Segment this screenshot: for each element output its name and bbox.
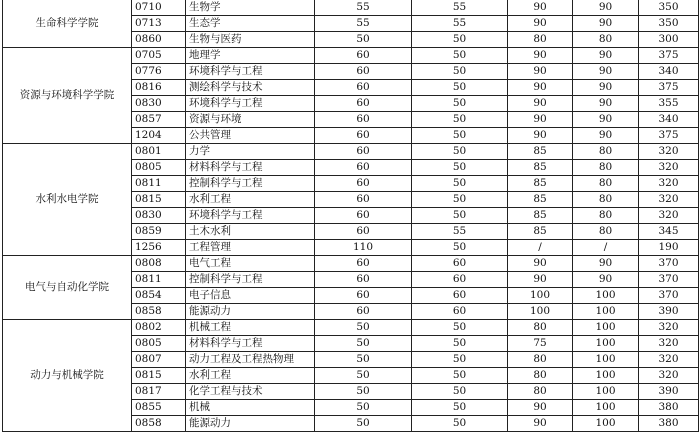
course2-score: 100 bbox=[573, 336, 639, 352]
foreign-language-score: 50 bbox=[412, 208, 508, 224]
total-score: 390 bbox=[639, 384, 699, 400]
course2-score: 80 bbox=[573, 176, 639, 192]
total-score: 320 bbox=[639, 192, 699, 208]
foreign-language-score: 50 bbox=[412, 352, 508, 368]
subject-code: 0811 bbox=[132, 176, 186, 192]
subject-name: 土木水利 bbox=[186, 224, 315, 240]
course1-score: 85 bbox=[508, 160, 573, 176]
subject-name: 控制科学与工程 bbox=[186, 272, 315, 288]
course1-score: 80 bbox=[508, 352, 573, 368]
politics-score: 55 bbox=[315, 16, 412, 32]
subject-name: 生物学 bbox=[186, 0, 315, 16]
total-score: 375 bbox=[639, 80, 699, 96]
subject-name: 环境科学与工程 bbox=[186, 208, 315, 224]
course1-score: 90 bbox=[508, 16, 573, 32]
subject-name: 生物与医药 bbox=[186, 32, 315, 48]
subject-name: 环境科学与工程 bbox=[186, 96, 315, 112]
course1-score: 90 bbox=[508, 128, 573, 144]
politics-score: 50 bbox=[315, 32, 412, 48]
subject-name: 电子信息 bbox=[186, 288, 315, 304]
politics-score: 50 bbox=[315, 368, 412, 384]
subject-code: 0808 bbox=[132, 256, 186, 272]
foreign-language-score: 50 bbox=[412, 416, 508, 432]
course2-score: 90 bbox=[573, 48, 639, 64]
course1-score: 75 bbox=[508, 336, 573, 352]
subject-code: 0705 bbox=[132, 48, 186, 64]
politics-score: 60 bbox=[315, 176, 412, 192]
politics-score: 60 bbox=[315, 304, 412, 320]
foreign-language-score: 50 bbox=[412, 192, 508, 208]
subject-name: 地理学 bbox=[186, 48, 315, 64]
course2-score: 100 bbox=[573, 400, 639, 416]
table-row bbox=[3, 256, 699, 272]
foreign-language-score: 50 bbox=[412, 176, 508, 192]
score-table bbox=[2, 0, 699, 432]
subject-name: 资源与环境 bbox=[186, 112, 315, 128]
subject-code: 0857 bbox=[132, 112, 186, 128]
subject-code: 0858 bbox=[132, 416, 186, 432]
foreign-language-score: 55 bbox=[412, 0, 508, 16]
politics-score: 60 bbox=[315, 144, 412, 160]
subject-code: 0713 bbox=[132, 16, 186, 32]
subject-code: 0801 bbox=[132, 144, 186, 160]
course2-score: 100 bbox=[573, 384, 639, 400]
course1-score: 100 bbox=[508, 304, 573, 320]
course1-score: 90 bbox=[508, 112, 573, 128]
politics-score: 60 bbox=[315, 256, 412, 272]
college-name: 资源与环境科学学院 bbox=[3, 48, 132, 144]
politics-score: 60 bbox=[315, 64, 412, 80]
total-score: 320 bbox=[639, 208, 699, 224]
politics-score: 60 bbox=[315, 272, 412, 288]
foreign-language-score: 50 bbox=[412, 368, 508, 384]
subject-code: 0830 bbox=[132, 208, 186, 224]
politics-score: 60 bbox=[315, 48, 412, 64]
foreign-language-score: 50 bbox=[412, 112, 508, 128]
course2-score: 90 bbox=[573, 0, 639, 16]
foreign-language-score: 50 bbox=[412, 400, 508, 416]
total-score: 320 bbox=[639, 336, 699, 352]
politics-score: 60 bbox=[315, 128, 412, 144]
politics-score: 50 bbox=[315, 320, 412, 336]
foreign-language-score: 50 bbox=[412, 320, 508, 336]
politics-score: 50 bbox=[315, 400, 412, 416]
politics-score: 60 bbox=[315, 288, 412, 304]
course1-score: 90 bbox=[508, 96, 573, 112]
politics-score: 60 bbox=[315, 96, 412, 112]
foreign-language-score: 55 bbox=[412, 16, 508, 32]
subject-name: 测绘科学与技术 bbox=[186, 80, 315, 96]
course1-score: 85 bbox=[508, 144, 573, 160]
total-score: 320 bbox=[639, 368, 699, 384]
foreign-language-score: 50 bbox=[412, 336, 508, 352]
course1-score: 90 bbox=[508, 400, 573, 416]
total-score: 320 bbox=[639, 160, 699, 176]
politics-score: 110 bbox=[315, 240, 412, 256]
course2-score: 80 bbox=[573, 224, 639, 240]
course1-score: 90 bbox=[508, 48, 573, 64]
course2-score: 90 bbox=[573, 256, 639, 272]
foreign-language-score: 50 bbox=[412, 384, 508, 400]
politics-score: 60 bbox=[315, 80, 412, 96]
foreign-language-score: 60 bbox=[412, 288, 508, 304]
politics-score: 55 bbox=[315, 0, 412, 16]
foreign-language-score: 60 bbox=[412, 272, 508, 288]
subject-code: 1204 bbox=[132, 128, 186, 144]
subject-name: 机械 bbox=[186, 400, 315, 416]
course1-score: 85 bbox=[508, 208, 573, 224]
course1-score: 80 bbox=[508, 32, 573, 48]
total-score: 350 bbox=[639, 0, 699, 16]
table-row bbox=[3, 0, 699, 16]
subject-name: 工程管理 bbox=[186, 240, 315, 256]
foreign-language-score: 50 bbox=[412, 32, 508, 48]
subject-code: 0710 bbox=[132, 0, 186, 16]
table-body bbox=[3, 0, 699, 432]
course2-score: 90 bbox=[573, 128, 639, 144]
course2-score: 90 bbox=[573, 272, 639, 288]
foreign-language-score: 50 bbox=[412, 160, 508, 176]
subject-name: 能源动力 bbox=[186, 416, 315, 432]
course2-score: 100 bbox=[573, 368, 639, 384]
course1-score: 90 bbox=[508, 80, 573, 96]
subject-name: 机械工程 bbox=[186, 320, 315, 336]
total-score: 340 bbox=[639, 112, 699, 128]
college-name: 动力与机械学院 bbox=[3, 320, 132, 432]
course2-score: 100 bbox=[573, 320, 639, 336]
total-score: 370 bbox=[639, 256, 699, 272]
foreign-language-score: 50 bbox=[412, 64, 508, 80]
total-score: 300 bbox=[639, 32, 699, 48]
course2-score: 90 bbox=[573, 80, 639, 96]
total-score: 375 bbox=[639, 128, 699, 144]
total-score: 350 bbox=[639, 16, 699, 32]
politics-score: 50 bbox=[315, 336, 412, 352]
total-score: 380 bbox=[639, 416, 699, 432]
course2-score: 100 bbox=[573, 416, 639, 432]
subject-name: 动力工程及工程热物理 bbox=[186, 352, 315, 368]
table-row bbox=[3, 320, 699, 336]
politics-score: 60 bbox=[315, 208, 412, 224]
subject-name: 力学 bbox=[186, 144, 315, 160]
course2-score: 80 bbox=[573, 32, 639, 48]
foreign-language-score: 50 bbox=[412, 96, 508, 112]
course1-score: 90 bbox=[508, 64, 573, 80]
subject-code: 0854 bbox=[132, 288, 186, 304]
foreign-language-score: 50 bbox=[412, 240, 508, 256]
total-score: 320 bbox=[639, 320, 699, 336]
total-score: 355 bbox=[639, 96, 699, 112]
subject-code: 0802 bbox=[132, 320, 186, 336]
course1-score: 80 bbox=[508, 384, 573, 400]
course1-score: 85 bbox=[508, 224, 573, 240]
subject-code: 0816 bbox=[132, 80, 186, 96]
politics-score: 60 bbox=[315, 112, 412, 128]
subject-name: 环境科学与工程 bbox=[186, 64, 315, 80]
total-score: 390 bbox=[639, 304, 699, 320]
foreign-language-score: 55 bbox=[412, 224, 508, 240]
course2-score: 100 bbox=[573, 304, 639, 320]
foreign-language-score: 60 bbox=[412, 256, 508, 272]
subject-name: 材料科学与工程 bbox=[186, 160, 315, 176]
college-name: 水利水电学院 bbox=[3, 144, 132, 256]
subject-code: 0776 bbox=[132, 64, 186, 80]
subject-name: 控制科学与工程 bbox=[186, 176, 315, 192]
foreign-language-score: 50 bbox=[412, 48, 508, 64]
college-name: 电气与自动化学院 bbox=[3, 256, 132, 320]
subject-code: 0830 bbox=[132, 96, 186, 112]
total-score: 345 bbox=[639, 224, 699, 240]
total-score: 375 bbox=[639, 48, 699, 64]
course2-score: 90 bbox=[573, 64, 639, 80]
course1-score: 85 bbox=[508, 192, 573, 208]
foreign-language-score: 50 bbox=[412, 80, 508, 96]
foreign-language-score: 50 bbox=[412, 128, 508, 144]
subject-code: 0817 bbox=[132, 384, 186, 400]
course2-score: 100 bbox=[573, 352, 639, 368]
subject-name: 生态学 bbox=[186, 16, 315, 32]
subject-name: 化学工程与技术 bbox=[186, 384, 315, 400]
subject-name: 材料科学与工程 bbox=[186, 336, 315, 352]
subject-code: 0807 bbox=[132, 352, 186, 368]
subject-code: 0855 bbox=[132, 400, 186, 416]
politics-score: 60 bbox=[315, 192, 412, 208]
course2-score: 90 bbox=[573, 96, 639, 112]
total-score: 320 bbox=[639, 144, 699, 160]
politics-score: 50 bbox=[315, 416, 412, 432]
course1-score: / bbox=[508, 240, 573, 256]
course1-score: 90 bbox=[508, 416, 573, 432]
college-name: 生命科学学院 bbox=[3, 0, 132, 48]
total-score: 370 bbox=[639, 288, 699, 304]
course2-score: 80 bbox=[573, 208, 639, 224]
total-score: 190 bbox=[639, 240, 699, 256]
course2-score: 90 bbox=[573, 16, 639, 32]
total-score: 370 bbox=[639, 272, 699, 288]
subject-code: 0805 bbox=[132, 336, 186, 352]
course2-score: / bbox=[573, 240, 639, 256]
total-score: 320 bbox=[639, 176, 699, 192]
course2-score: 80 bbox=[573, 144, 639, 160]
politics-score: 50 bbox=[315, 352, 412, 368]
total-score: 340 bbox=[639, 64, 699, 80]
subject-name: 水利工程 bbox=[186, 368, 315, 384]
course1-score: 85 bbox=[508, 176, 573, 192]
politics-score: 60 bbox=[315, 160, 412, 176]
subject-code: 0815 bbox=[132, 192, 186, 208]
subject-code: 0811 bbox=[132, 272, 186, 288]
course2-score: 80 bbox=[573, 192, 639, 208]
subject-code: 0805 bbox=[132, 160, 186, 176]
course1-score: 80 bbox=[508, 320, 573, 336]
total-score: 380 bbox=[639, 400, 699, 416]
course1-score: 90 bbox=[508, 272, 573, 288]
subject-name: 能源动力 bbox=[186, 304, 315, 320]
foreign-language-score: 60 bbox=[412, 304, 508, 320]
subject-code: 0859 bbox=[132, 224, 186, 240]
course1-score: 90 bbox=[508, 0, 573, 16]
course1-score: 100 bbox=[508, 288, 573, 304]
total-score: 320 bbox=[639, 352, 699, 368]
subject-code: 0815 bbox=[132, 368, 186, 384]
politics-score: 60 bbox=[315, 224, 412, 240]
foreign-language-score: 50 bbox=[412, 144, 508, 160]
course2-score: 100 bbox=[573, 288, 639, 304]
course1-score: 80 bbox=[508, 368, 573, 384]
subject-code: 1256 bbox=[132, 240, 186, 256]
course2-score: 80 bbox=[573, 160, 639, 176]
table-row bbox=[3, 48, 699, 64]
politics-score: 50 bbox=[315, 384, 412, 400]
course2-score: 90 bbox=[573, 112, 639, 128]
subject-code: 0860 bbox=[132, 32, 186, 48]
subject-name: 公共管理 bbox=[186, 128, 315, 144]
subject-code: 0858 bbox=[132, 304, 186, 320]
subject-name: 水利工程 bbox=[186, 192, 315, 208]
table-row bbox=[3, 144, 699, 160]
subject-name: 电气工程 bbox=[186, 256, 315, 272]
course1-score: 90 bbox=[508, 256, 573, 272]
